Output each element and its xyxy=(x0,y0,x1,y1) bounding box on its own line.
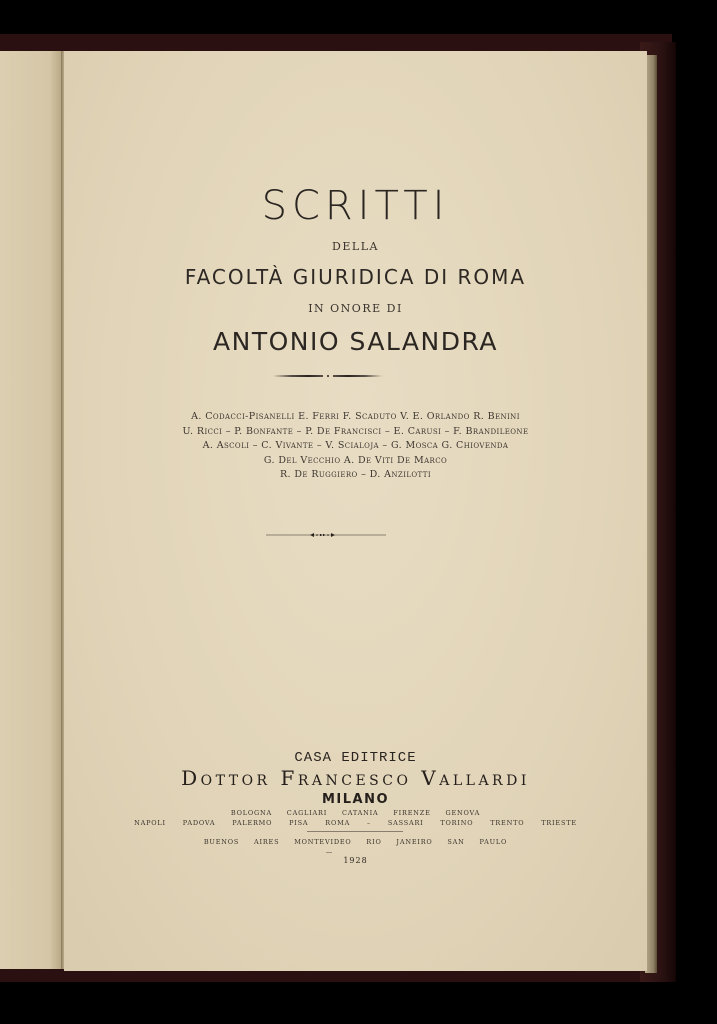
contributors-line: U. Ricci – P. Bonfante – P. De Francisci – E. Carusi – F. Brandileone xyxy=(182,425,529,437)
publication-year: 1928 xyxy=(343,856,368,865)
ornament-divider-icon xyxy=(266,532,386,538)
publisher-name: Dottor Francesco Vallardi xyxy=(181,766,530,790)
publisher-label: CASA EDITRICE xyxy=(294,750,417,766)
contributors-line: A. Codacci-Pisanelli E. Ferri F. Scaduto V. E. Orlando R. Benini xyxy=(191,411,520,422)
faculty-name: FACOLTÀ GIURIDICA DI ROMA xyxy=(184,265,527,289)
branch-cities-line-2: NAPOLI PADOVA PALERMO PISA ROMA – SASSARI TORINO TRENTO TRIESTE xyxy=(134,819,577,827)
book-title: SCRITTI xyxy=(261,183,450,229)
year-dash xyxy=(326,852,332,853)
branch-divider xyxy=(307,831,403,832)
contributors-line: G. Del Vecchio A. De Viti De Marco xyxy=(263,454,448,466)
branch-cities-line-3: BUENOS AIRES MONTEVIDEO RIO JANEIRO SAN PAULO xyxy=(203,838,508,846)
ornament-rule-icon xyxy=(273,374,383,378)
facing-page xyxy=(0,51,62,969)
honoree-name: ANTONIO SALANDRA xyxy=(213,327,498,356)
branch-cities-line-1: BOLOGNA CAGLIARI CATANIA FIRENZE GENOVA xyxy=(230,809,481,817)
publisher-city: MILANO xyxy=(321,792,390,807)
contributors-line: A. Ascoli – C. Vivante – V. Scialoja – G. Mosca G. Chiovenda xyxy=(202,440,509,451)
contributors-line: R. De Ruggiero – D. Anzilotti xyxy=(279,469,431,480)
della-text: DELLA xyxy=(332,240,379,253)
in-honor-of-text: IN ONORE DI xyxy=(308,302,403,315)
title-page xyxy=(64,51,647,971)
contributors-list xyxy=(64,410,647,483)
